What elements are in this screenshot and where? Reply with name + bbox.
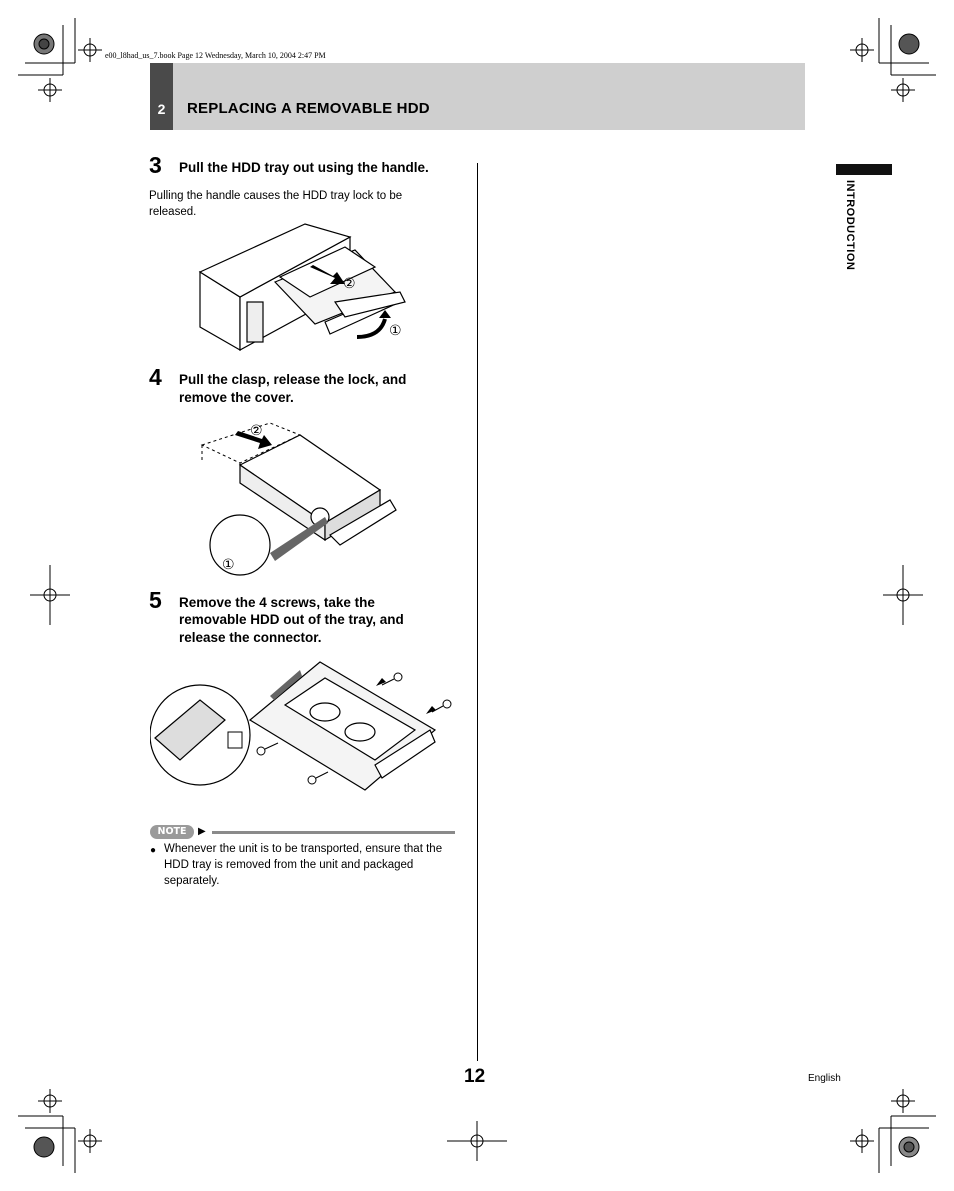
note-text-line-3: separately.	[164, 875, 220, 887]
side-tab-label-wrap	[844, 180, 874, 300]
step-3-callout-1: ①	[389, 322, 402, 338]
file-info-slug: e00_l8had_us_7.book Page 12 Wednesday, March 10, 2004 2:47 PM	[105, 51, 326, 60]
note-bullet-icon: ●	[150, 845, 157, 856]
step-4-title-line-1: Pull the clasp, release the lock, and	[179, 372, 407, 387]
note-text	[164, 841, 456, 889]
note-text-line-1: Whenever the unit is to be transported, ensure that the	[164, 843, 443, 855]
step-5-number: 5	[149, 587, 162, 613]
note-arrow-icon: ▶	[198, 826, 206, 837]
column-divider	[477, 163, 478, 1061]
step-4-callout-2: ②	[250, 422, 263, 438]
step-3-body-line-2: released.	[149, 206, 197, 218]
step-4-callout-1: ①	[222, 556, 235, 572]
step-4-title-line-2: remove the cover.	[179, 390, 294, 405]
hdd-removal-illustration	[150, 660, 460, 795]
note-label: NOTE	[150, 825, 194, 839]
cover-removal-illustration	[200, 415, 410, 580]
step-3-body-line-1: Pulling the handle causes the HDD tray lock to be	[149, 190, 403, 202]
section-title: REPLACING A REMOVABLE HDD	[187, 100, 430, 117]
section-header-bar	[150, 63, 805, 130]
page-number: 12	[464, 1066, 486, 1087]
note-text-line-2: HDD tray is removed from the unit and packaged	[164, 859, 414, 871]
side-tab-label: INTRODUCTION	[844, 180, 856, 271]
chapter-number: 2	[157, 101, 166, 117]
step-3-title: Pull the HDD tray out using the handle.	[179, 160, 429, 175]
side-tab-marker	[836, 164, 892, 175]
step-5-title-line-2: removable HDD out of the tray, and	[179, 612, 404, 627]
step-4-number: 4	[149, 364, 162, 390]
step-5-title-line-3: release the connector.	[179, 630, 322, 645]
step-5-title-line-1: Remove the 4 screws, take the	[179, 595, 375, 610]
step-3-number: 3	[149, 152, 162, 178]
note-rule	[212, 831, 455, 834]
chapter-number-box	[150, 63, 173, 130]
language-label: English	[808, 1073, 841, 1084]
step-3-callout-2: ②	[343, 275, 356, 291]
hdd-tray-pull-illustration	[195, 222, 415, 352]
